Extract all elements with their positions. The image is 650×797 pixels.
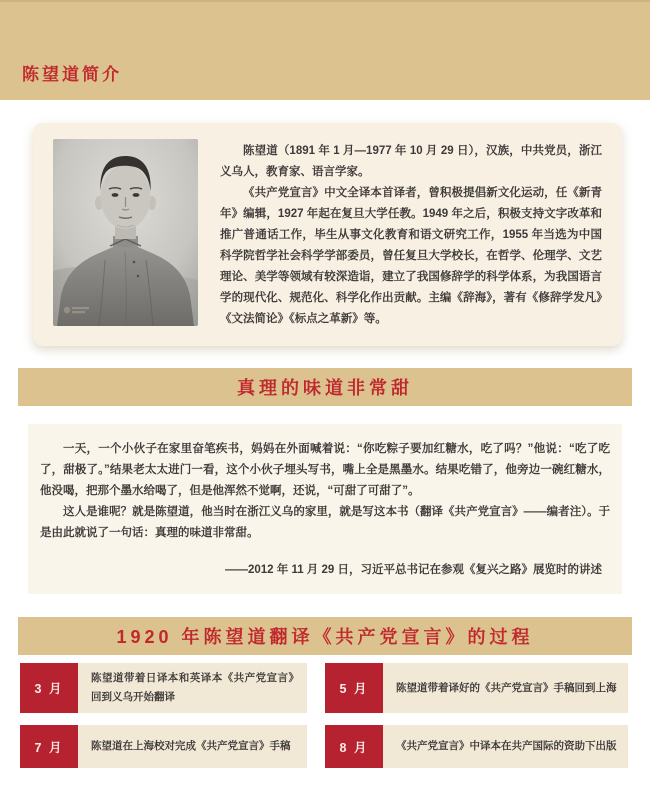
story-paragraph-1: 一天，一个小伙子在家里奋笔疾书，妈妈在外面喊着说：“你吃粽子要加红糖水，吃了吗？”他说：“吃了吃了，甜极了。”结果老太太进门一看，这个小伙子埋头写书，嘴上全是黑墨水。结果吃错了，他旁边一碗红糖水，他没喝，把那个墨水给喝了，但是他浑然不觉啊，还说，“可甜了可甜了”。 [40, 443, 610, 497]
timeline-item-august [325, 725, 628, 768]
page-header [0, 0, 650, 100]
story-paragraph-2: 这人是谁呢？就是陈望道，他当时在浙江义乌的家里，就是写这本书（翻译《共产党宣言》——编者注）。于是由此就说了一句话：真理的味道非常甜。 [40, 506, 610, 539]
timeline-item-description: 陈望道带着译好的《共产党宣言》手稿回到上海 [383, 663, 628, 713]
story-section-banner [18, 368, 632, 406]
portrait-photo-illustration [53, 139, 198, 326]
timeline-item-description: 陈望道带着日译本和英译本《共产党宣言》回到义乌开始翻译 [78, 663, 307, 713]
story-attribution: ——2012 年 11 月 29 日，习近平总书记在参观《复兴之路》展览时的讲述 [224, 564, 602, 576]
bio-paragraph-1: 陈望道（1891 年 1 月—1977 年 10 月 29 日），汉族，中共党员，浙江义乌人，教育家、语言学家。 [220, 145, 602, 178]
timeline-item-description: 陈望道在上海校对完成《共产党宣言》手稿 [78, 725, 307, 768]
bio-paragraph-2: 《共产党宣言》中文全译本首译者，曾积极提倡新文化运动，任《新青年》编辑，1927 年起在复旦大学任教。1949 年之后，积极支持文字改革和推广普通话工作，毕生从事文化教育和语文研究工作，1955 年当选为中国科学院哲学社会科学学部委员，曾任复旦大学校长，在哲学、伦理学、文艺理论、美学等领域有较深造诣，建立了我国修辞学的科学体系，为我国语言学的现代化、规范化、科学化作出贡献。主编《辞海》，著有《修辞学发凡》《文法简论》《标点之革新》等。 [220, 187, 602, 325]
timeline-month-badge: 8 月 [325, 725, 383, 768]
timeline-section-title: 1920 年陈望道翻译《共产党宣言》的过程 [116, 627, 534, 647]
story-section-title: 真理的味道非常甜 [237, 378, 413, 398]
timeline-month-badge: 7 月 [20, 725, 78, 768]
bio-card [33, 123, 622, 346]
story-panel [28, 424, 622, 594]
timeline-item-march [20, 663, 307, 713]
timeline-item-may [325, 663, 628, 713]
timeline-item-july [20, 725, 307, 768]
page-title: 陈望道简介 [22, 65, 122, 84]
portrait-photo [53, 139, 198, 326]
timeline-item-description: 《共产党宣言》中译本在共产国际的资助下出版 [383, 725, 628, 768]
bio-text [220, 139, 602, 330]
timeline-month-badge: 5 月 [325, 663, 383, 713]
timeline-month-badge: 3 月 [20, 663, 78, 713]
timeline-section-banner [18, 617, 632, 655]
timeline-grid [20, 663, 628, 768]
